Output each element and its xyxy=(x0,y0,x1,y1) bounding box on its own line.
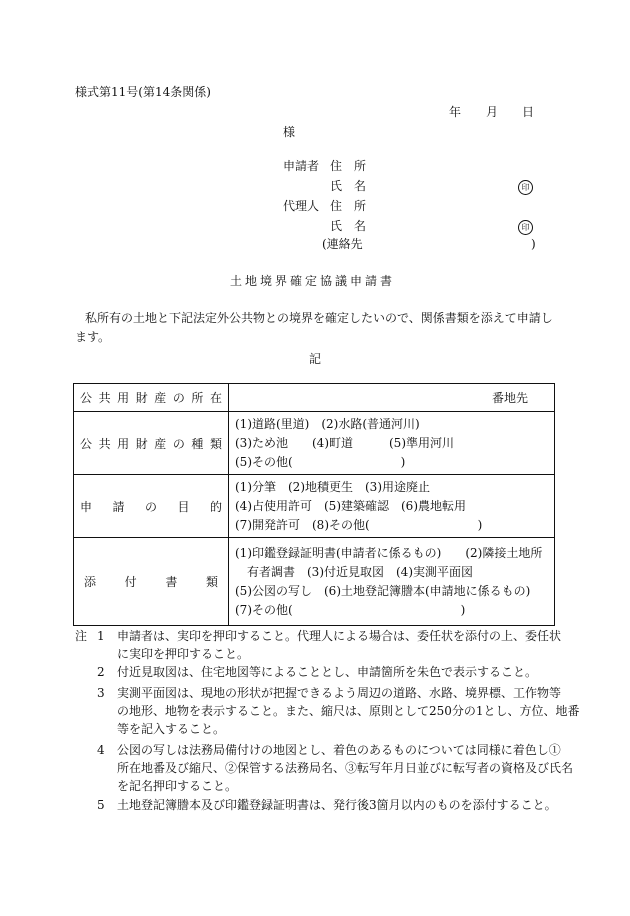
row-value-type: (1)道路(里道) (2)水路(普通河川) (3)ため池 (4)町道 (5)準用河川 (5)その他( ) xyxy=(229,412,555,475)
note-1: 申請者は、実印を押印すること。代理人による場合は、委任状を添付の上、委任状 に実印を押印すること。 xyxy=(117,629,562,661)
application-table xyxy=(73,383,555,626)
ki-heading: 記 xyxy=(309,352,322,366)
applicant-name-label: 氏 名 xyxy=(330,179,367,193)
form-number: 様式第11号(第14条関係) xyxy=(75,85,211,99)
table-row xyxy=(74,384,555,412)
applicant-seal-mark: 印 xyxy=(518,178,533,195)
applicant-label: 申請者 xyxy=(283,159,320,173)
table-row xyxy=(74,412,555,475)
body-line-1: 私所有の土地と下記法定外公共物との境界を確定したいので、関係書類を添えて申請し xyxy=(85,311,553,325)
note-2: 付近見取図は、住宅地図等によることとし、申請箇所を朱色で表示すること。 xyxy=(117,665,538,679)
agent-address-label: 住 所 xyxy=(330,199,367,213)
applicant-address-label: 住 所 xyxy=(330,159,367,173)
date-month-label: 月 xyxy=(486,105,499,119)
notes-prefix: 注 xyxy=(75,629,88,643)
row-label-type: 公 共 用 財 産 の 種 類 xyxy=(74,412,229,475)
note-4: 公図の写しは法務局備付けの地図とし、着色のあるものについては同様に着色し① 所在地番及び縮尺、②保管する法務局名、③転写年月日並びに転写者の資格及び氏名 を記名押印すること。 xyxy=(117,743,574,793)
document-title: 土地境界確定協議申請書 xyxy=(230,274,396,288)
row-label-attachments: 添 付 書 類 xyxy=(74,538,229,626)
row-value-location: 番地先 xyxy=(229,384,555,412)
contact-close: ) xyxy=(531,237,536,251)
note-5: 土地登記簿謄本及び印鑑登録証明書は、発行後3箇月以内のものを添付すること。 xyxy=(117,798,557,812)
note-4-number: 4 xyxy=(97,743,105,757)
note-3: 実測平面図は、現地の形状が把握できるよう周辺の道路、水路、境界標、工作物等 の地形、地物を表示すること。また、縮尺は、原則として250分の1とし、方位、地番 等を記入すること。 xyxy=(117,686,580,736)
date-day-label: 日 xyxy=(522,105,535,119)
note-2-number: 2 xyxy=(97,665,105,679)
agent-name-label: 氏 名 xyxy=(330,219,367,233)
agent-label: 代理人 xyxy=(283,199,320,213)
row-label-purpose: 申 請 の 目 的 xyxy=(74,475,229,538)
table-row xyxy=(74,538,555,626)
row-label-location: 公 共 用 財 産 の 所 在 xyxy=(74,384,229,412)
contact-open: (連絡先 xyxy=(322,237,363,251)
date-year-label: 年 xyxy=(449,105,462,119)
addressee-suffix: 様 xyxy=(283,125,296,139)
table-row xyxy=(74,475,555,538)
note-3-number: 3 xyxy=(97,686,105,700)
body-line-2: ます。 xyxy=(75,330,111,344)
row-value-attachments: (1)印鑑登録証明書(申請者に係るもの) (2)隣接土地所 有者調書 (3)付近見取図 (4)実測平面図 (5)公図の写し (6)土地登記簿謄本(申請地に係るもの) (7)その他( ) xyxy=(229,538,555,626)
row-value-purpose: (1)分筆 (2)地積更生 (3)用途廃止 (4)占使用許可 (5)建築確認 (6)農地転用 (7)開発許可 (8)その他( ) xyxy=(229,475,555,538)
agent-seal-mark: 印 xyxy=(518,218,533,235)
note-5-number: 5 xyxy=(97,798,105,812)
note-1-number: 1 xyxy=(97,629,105,643)
